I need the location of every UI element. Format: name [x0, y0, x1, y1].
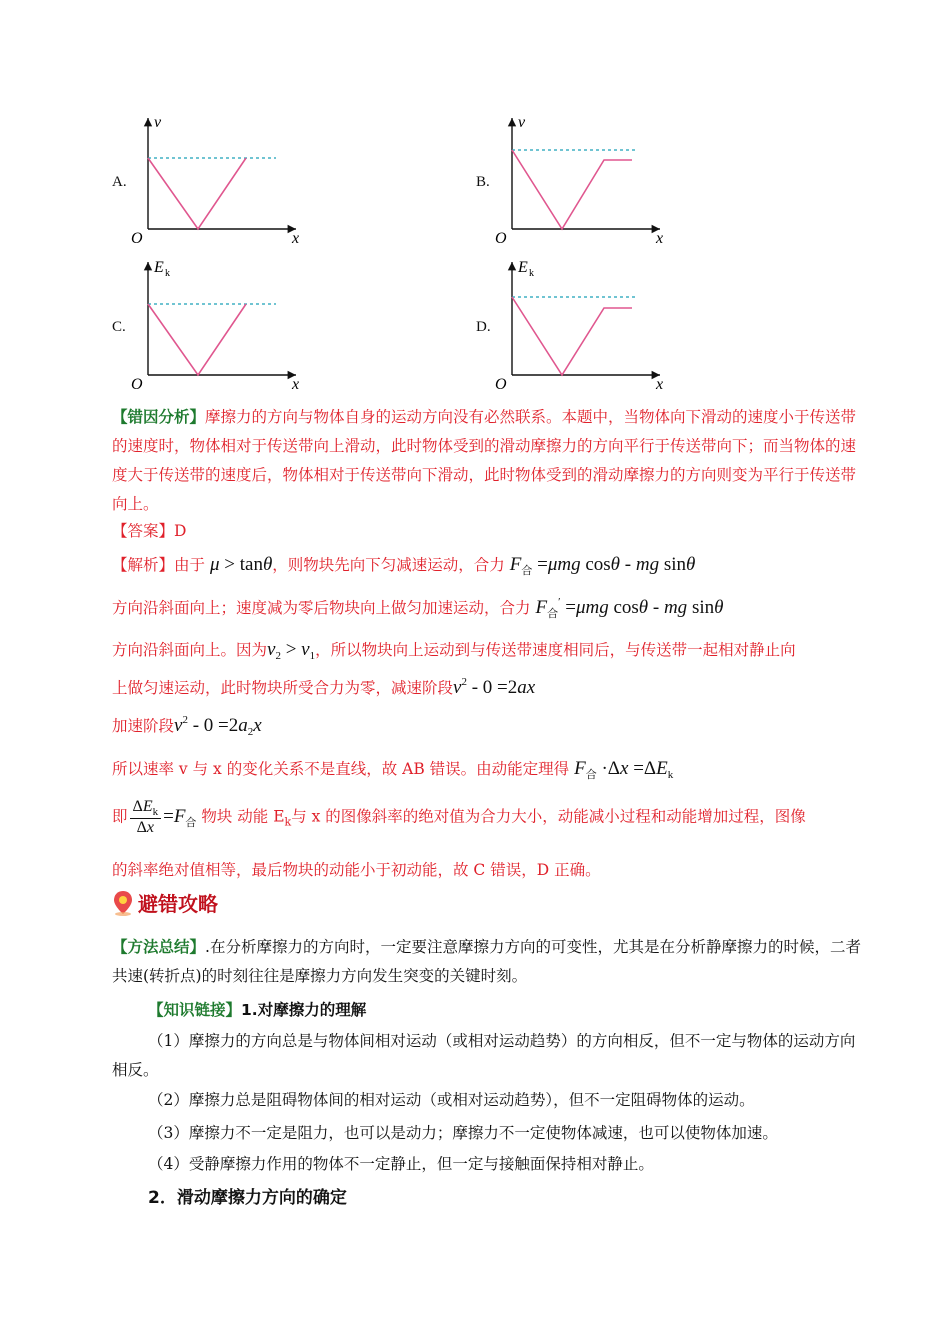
solution-text: 即 — [112, 807, 128, 826]
list-item: （3）摩擦力不一定是阻力，也可以是动力；摩擦力不一定使物体减速，也可以使物体加速。 — [148, 1124, 778, 1142]
solution-text: k — [284, 815, 292, 829]
error-analysis-tag: 【错因分析】 — [112, 407, 206, 426]
formula-work-energy: $F_合 \cdot\Delta x =\Delta E_k$ — [574, 758, 674, 781]
formula-net-force-down: $F_合 =\mu mg$ cosθ - mg sinθ — [509, 554, 696, 577]
solution-line-4 — [112, 676, 872, 699]
answer-tag: 【答案】 — [112, 522, 175, 540]
solution-line-2 — [112, 596, 872, 621]
solution-line-5 — [112, 714, 872, 738]
graph-b-curve — [512, 150, 632, 229]
graph-c-origin: O — [131, 376, 143, 393]
solution-text: ，则物块先向下匀减速运动，合力 — [272, 556, 505, 574]
graph-a-curve — [148, 158, 246, 229]
strategy-heading — [112, 888, 218, 917]
solution-text: 由于 — [174, 556, 206, 574]
error-analysis-paragraph — [112, 402, 864, 519]
graph-b — [495, 114, 663, 247]
knowledge-link-title: 1.对摩擦力的理解 — [241, 1001, 367, 1019]
method-summary-text: .在分析摩擦力的方向时，一定要注意摩擦力方向的可变性，尤其是在分析静摩擦力的时候，二者共速(转折点)的时刻往往是摩擦力方向发生突变的关键时刻。 — [112, 938, 861, 985]
graph-a — [131, 114, 299, 247]
graph-d-x-label: x — [656, 376, 664, 393]
solution-text: 与 x 的图像斜率的绝对值为合力大小，动能减小过程和动能增加过程，图像 — [291, 807, 806, 826]
graph-d-y-label: E — [518, 259, 528, 276]
formula-equals-net-force: $=F_合$ — [163, 805, 197, 829]
solution-text: 方向沿斜面向上；速度减为零后物块向上做匀加速运动，合力 — [112, 599, 531, 617]
answer-option-graphs — [0, 0, 950, 400]
solution-text: 方向沿斜面向上。因为 — [112, 641, 268, 659]
solution-text: ，所以物块向上运动到与传送带速度相同后，与传送带一起相对静止向 — [315, 641, 796, 659]
graph-b-origin: O — [495, 230, 507, 247]
formula-accel: $v^2 - 0 =2a_2x$ — [174, 714, 262, 738]
option-c-label[interactable]: C. — [112, 319, 126, 335]
solution-line-1 — [112, 553, 872, 578]
solution-line-8 — [112, 858, 872, 880]
formula-net-force-up: $F_合' =\mu mg$ cosθ - mg sinθ — [535, 596, 724, 620]
option-d-label[interactable]: D. — [476, 319, 491, 335]
list-item: （1）摩擦力的方向总是与物体间相对运动（或相对运动趋势）的方向相反，但不一定与物体的运动方向相反。 — [112, 1032, 856, 1079]
answer-line — [112, 519, 872, 541]
knowledge-link-line — [148, 998, 908, 1020]
graph-b-y-label: v — [518, 114, 526, 131]
solution-line-3 — [112, 638, 872, 662]
solution-text: 的斜率绝对值相等，最后物块的动能小于初动能，故 C 错误，D 正确。 — [112, 861, 601, 879]
formula-slope-fraction: $\frac{\Delta E_k}{\Delta x}$ — [130, 798, 162, 837]
solution-text: 上做匀速运动，此时物块所受合力为零，减速阶段 — [112, 679, 454, 697]
graph-a-x-label: x — [292, 230, 300, 247]
answer-value: D — [174, 522, 187, 540]
graph-a-y-label: v — [154, 114, 162, 131]
graph-c-y-label: E — [154, 259, 164, 276]
formula-v2-gt-v1: $v_2 > v_1$ — [267, 639, 316, 662]
solution-text: 所以速率 v 与 x 的变化关系不是直线，故 AB 错误。由动能定理得 — [112, 760, 570, 778]
formula-decel: $v^2 - 0 =2ax$ — [453, 676, 536, 698]
method-summary-paragraph — [112, 932, 864, 991]
list-item: （2）摩擦力总是阻碍物体间的相对运动（或相对运动趋势），但不一定阻碍物体的运动。 — [148, 1091, 755, 1109]
solution-text: 物块 动能 E — [201, 807, 285, 826]
knowledge-link-tag: 【知识链接】 — [148, 1000, 242, 1019]
graph-d-curve — [512, 297, 632, 375]
graph-d — [495, 259, 663, 393]
list-item: （4）受静摩擦力作用的物体不一定静止，但一定与接触面保持相对静止。 — [148, 1155, 654, 1173]
graph-c-x-label: x — [292, 376, 300, 393]
solution-text: 加速阶段 — [112, 717, 175, 735]
graph-c-curve — [148, 304, 246, 375]
option-a-label[interactable]: A. — [112, 174, 127, 190]
graph-b-x-label: x — [656, 230, 664, 247]
graph-c — [131, 259, 299, 393]
solution-tag: 【解析】 — [112, 556, 175, 574]
method-summary-tag: 【方法总结】 — [112, 937, 206, 956]
solution-line-6 — [112, 757, 872, 782]
strategy-heading-text: 避错攻略 — [138, 892, 218, 916]
graph-a-origin: O — [131, 230, 143, 247]
location-pin-icon — [112, 890, 134, 916]
graph-d-y-label-sub: k — [529, 268, 534, 279]
graph-d-origin: O — [495, 376, 507, 393]
graph-c-y-label-sub: k — [165, 268, 170, 279]
error-analysis-text: 摩擦力的方向与物体自身的运动方向没有必然联系。本题中，当物体向下滑动的速度小于传送带的速度时，物体相对于传送带向上滑动，此时物体受到的滑动摩擦力的方向平行于传送带向下；而当物体的速度大于传送带的速度后，物体相对于传送带向下滑动，此时物体受到的滑动摩擦力的方向则变为平行于传送带向上。 — [112, 408, 857, 513]
solution-line-7 — [112, 798, 872, 837]
option-b-label[interactable]: B. — [476, 174, 490, 190]
section-title: 2．滑动摩擦力方向的确定 — [148, 1188, 347, 1208]
formula-mu-gt-tan: μ > tanθ — [209, 554, 273, 575]
